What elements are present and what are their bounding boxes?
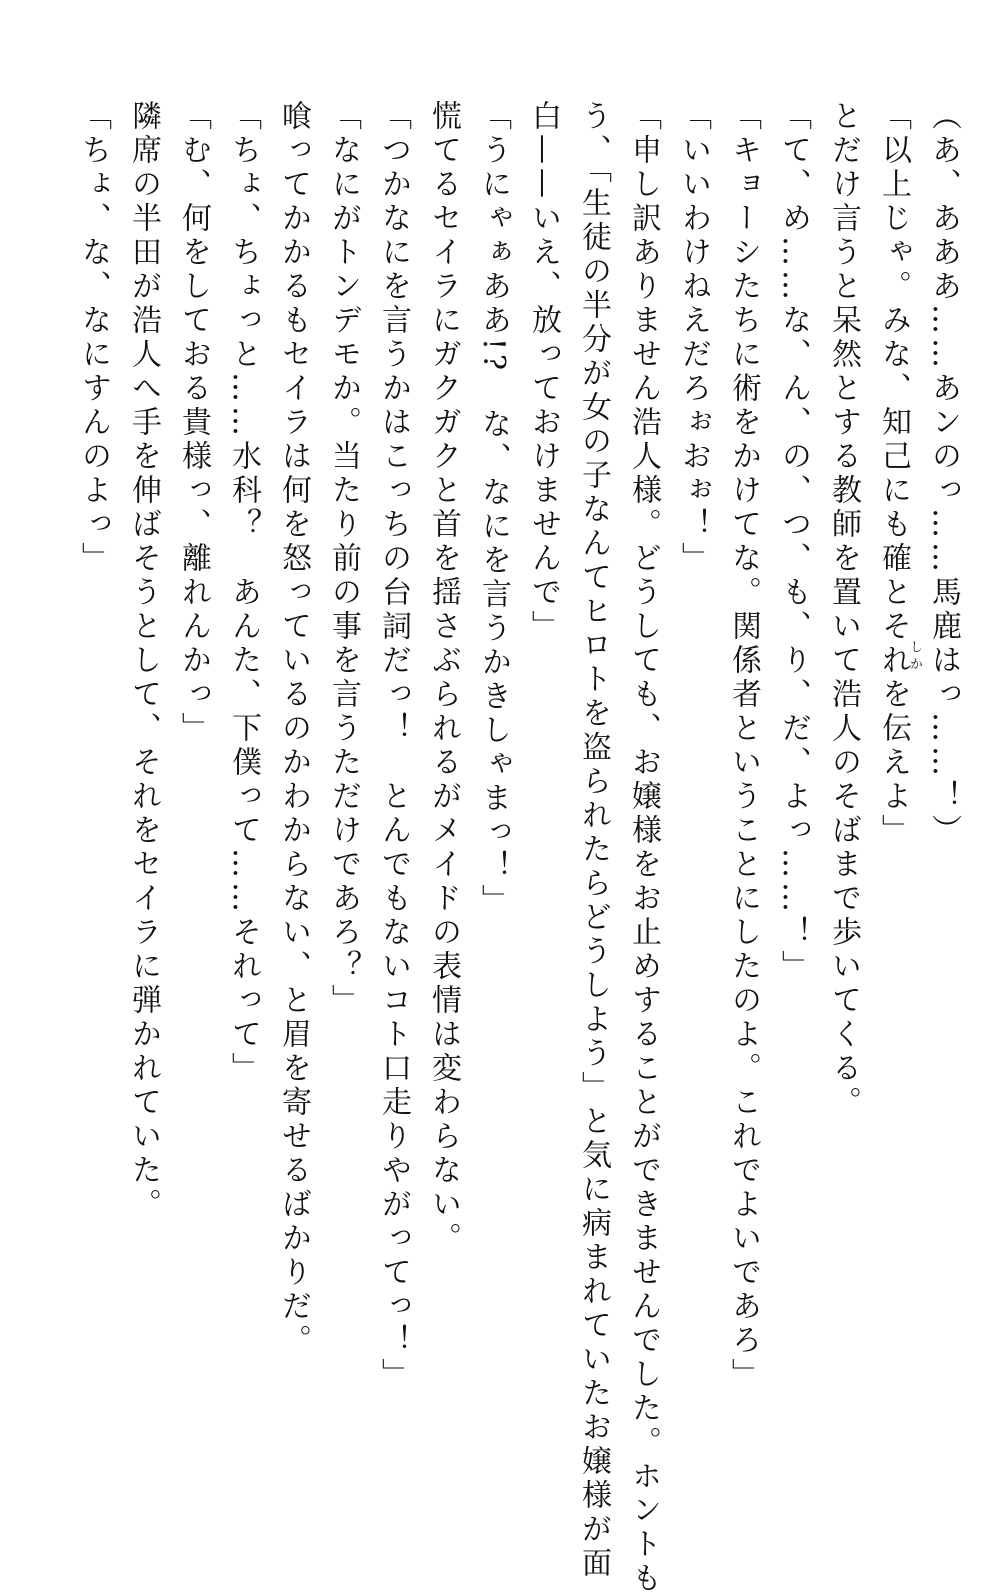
text-line: 喰ってかかるもセイラは何を怒っているのかわからない、と眉を寄せるばかりだ。 [276,100,311,1358]
text-line: 「つかなにを言うかはこっちの台詞だっ！ とんでもないコト口走りやがってっ！」 [376,100,411,1392]
text-line: 「ちょ、な、なにすんのよっ」 [76,100,111,576]
text-line: 白——いえ、放っておけませんで」 [526,100,561,644]
text-line: 「て、め……な、ん、の、つ、も、り、だ、よっ……！」 [776,100,811,984]
vertical-text-block [68,100,961,1596]
text-line-content: 「以上じゃ。みな、知己にも確とそれを伝えよ」 [876,100,911,848]
text-line: 「申し訳ありません浩人様。どうしても、お嬢様をお止めすることができませんでした。ホントも [626,100,661,1596]
text-line: （あ、あああ……あンのっ……馬鹿はっ……！） [926,100,961,848]
text-line: 「む、何をしておる貴様っ、離れんかっ」 [176,100,211,746]
text-line: 「キョーシたちに術をかけてな。関係者ということにしたのよ。これでよいであろ」 [726,100,761,1392]
text-line: 隣席の半田が浩人へ手を伸ばそうとして、それをセイラに弾かれていた。 [126,100,161,1222]
text-line: 「うにゃぁああ!? な、なにを言うかきしゃまっ！」 [476,100,511,919]
furigana: しか [907,640,922,674]
text-line: 「ちょ、ちょっと……水科？ あんた、下僕って……それって」 [226,100,261,1086]
text-line: とだけ言うと呆然とする教師を置いて浩人のそばまで歩いてくる。 [826,100,861,1120]
text-line-with-ruby [868,100,922,1400]
text-line: 「いいわけねえだろぉおぉ！」 [676,100,711,576]
text-line: う、「生徒の半分が女の子なんてヒロトを盗られたらどうしよう」と気に病まれていたお嬢様が面 [576,100,611,1581]
text-line: 「なにがトンデモか。当たり前の事を言うただけであろ？」 [326,100,361,1018]
text-line: 慌てるセイラにガクガクと首を揺さぶられるがメイドの表情は変わらない。 [426,100,461,1256]
